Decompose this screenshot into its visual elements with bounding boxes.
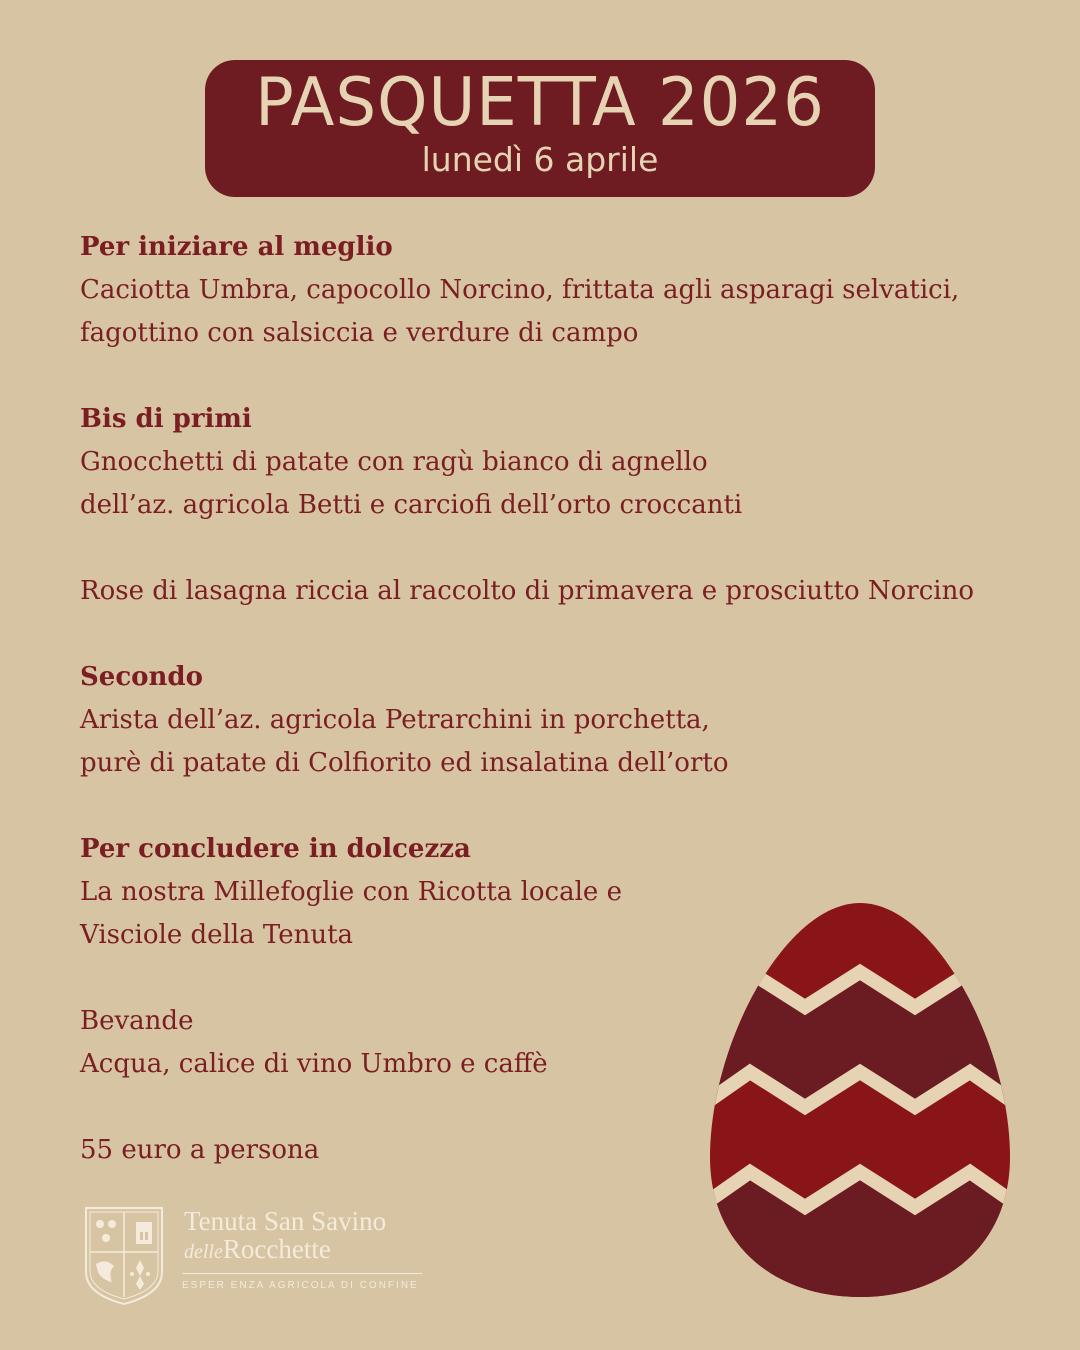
menu-line: dell’az. agricola Betti e carciofi dell’orto croccanti	[80, 490, 743, 520]
logo-name-rocchette: Rocchette	[222, 1234, 331, 1264]
header-banner	[205, 60, 875, 197]
menu-line: Gnocchetti di patate con ragù bianco di agnello	[80, 447, 708, 477]
price-text: 55 euro a persona	[80, 1135, 320, 1165]
section-heading-secondo: Secondo	[80, 662, 203, 692]
section-heading-dolce: Per concludere in dolcezza	[80, 834, 471, 864]
menu-line: Arista dell’az. agricola Petrarchini in porchetta,	[80, 705, 710, 735]
logo-name: Tenuta San Savino	[184, 1206, 387, 1236]
section-heading-bevande: Bevande	[80, 1006, 194, 1036]
menu-line: La nostra Millefoglie con Ricotta locale e	[80, 877, 622, 907]
menu-line: Caciotta Umbra, capocollo Norcino, frittata agli asparagi selvatici,	[80, 275, 960, 305]
menu-line: fagottino con salsiccia e verdure di campo	[80, 318, 639, 348]
crest-icon	[82, 1202, 166, 1306]
logo-tagline: ESPER ENZA AGRICOLA DI CONFINE	[182, 1280, 419, 1291]
logo-name-line2	[184, 1234, 331, 1265]
menu-line: Rose di lasagna riccia al raccolto di primavera e prosciutto Norcino	[80, 576, 974, 606]
easter-egg-icon	[700, 895, 1020, 1305]
section-heading-primi: Bis di primi	[80, 404, 252, 434]
logo-name-italic: delle	[184, 1241, 223, 1263]
menu-line: Visciole della Tenuta	[80, 920, 354, 950]
page-title: PASQUETTA 2026	[255, 64, 825, 142]
logo-divider	[182, 1273, 422, 1274]
brand-logo	[82, 1202, 442, 1306]
menu-line: purè di patate di Colfiorito ed insalatina dell’orto	[80, 748, 729, 778]
section-heading-antipasti: Per iniziare al meglio	[80, 232, 393, 262]
page-subtitle: lunedì 6 aprile	[421, 140, 659, 179]
menu-line: Acqua, calice di vino Umbro e caffè	[80, 1049, 548, 1079]
